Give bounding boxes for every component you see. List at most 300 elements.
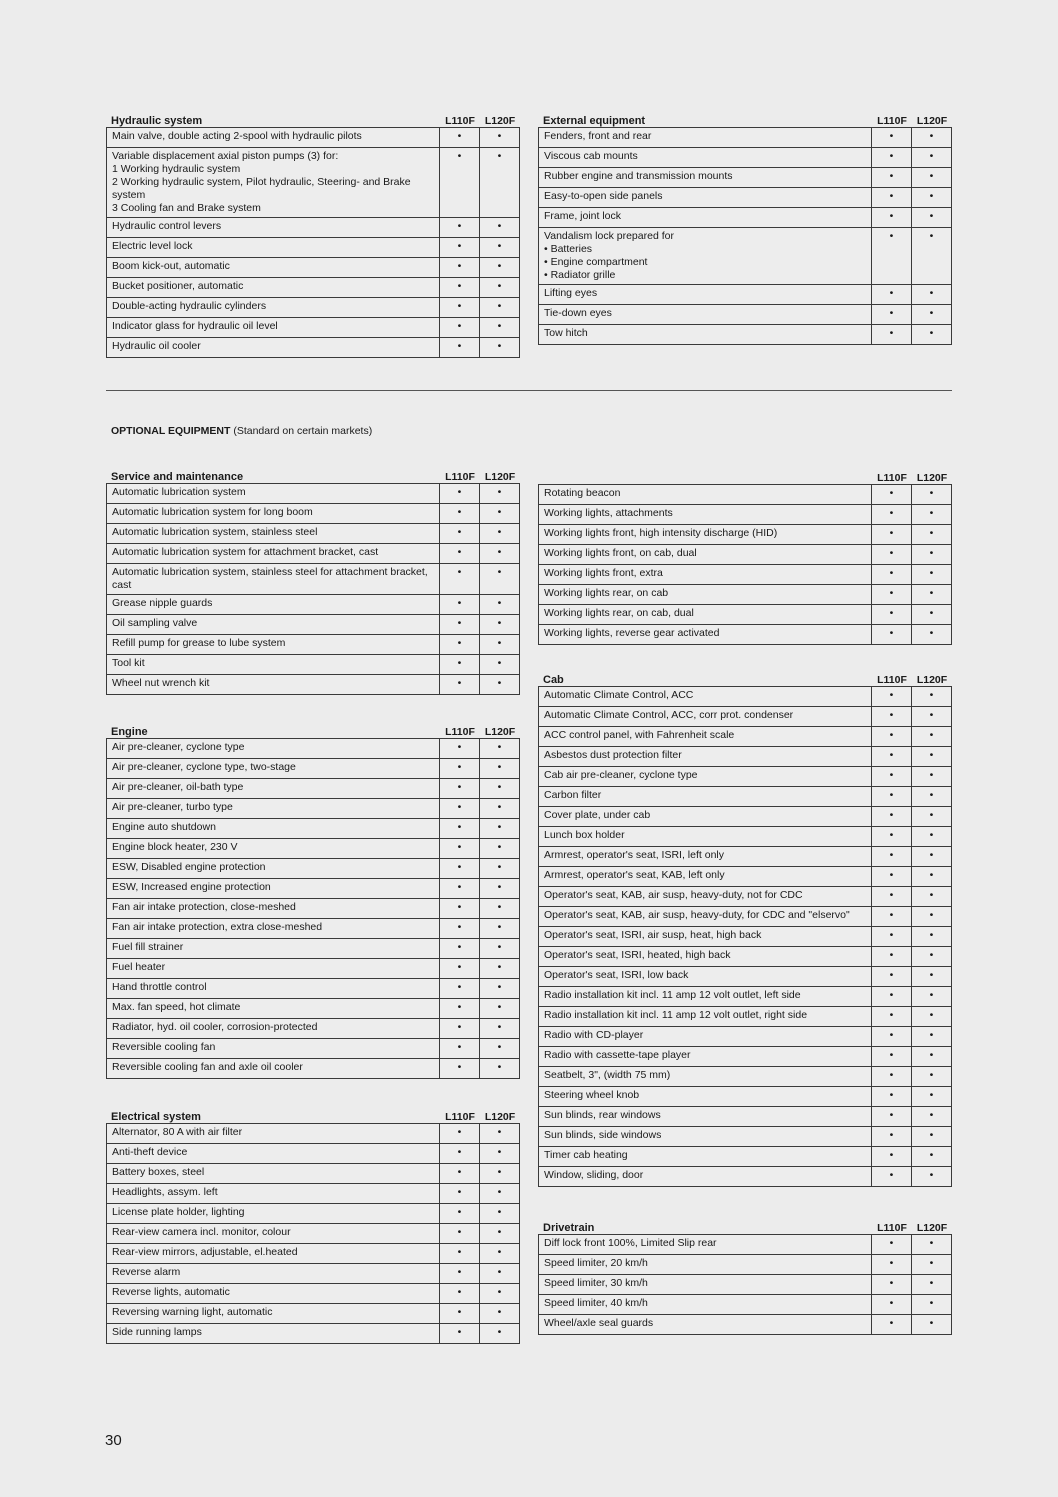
availability-bullet: •: [912, 747, 952, 767]
table-row: [107, 258, 520, 278]
equipment-table: [106, 1123, 520, 1344]
availability-bullet: •: [440, 564, 480, 595]
external-table: [538, 107, 952, 345]
availability-bullet: •: [480, 1039, 520, 1059]
availability-bullet: •: [480, 1284, 520, 1304]
optional-note: (Standard on certain markets): [233, 425, 373, 437]
table-row: [539, 148, 952, 168]
equipment-label: Working lights, reverse gear activated: [539, 625, 872, 645]
availability-bullet: •: [480, 1244, 520, 1264]
equipment-label: Wheel nut wrench kit: [107, 675, 440, 695]
equipment-label: Tool kit: [107, 655, 440, 675]
model-header: L110F: [877, 1222, 907, 1234]
table-row: [107, 128, 520, 148]
availability-bullet: •: [872, 565, 912, 585]
equipment-label: Working lights front, on cab, dual: [539, 545, 872, 565]
availability-bullet: •: [440, 779, 480, 799]
availability-bullet: •: [872, 605, 912, 625]
equipment-label: Operator's seat, ISRI, low back: [539, 967, 872, 987]
availability-bullet: •: [912, 485, 952, 505]
equipment-label: Fuel heater: [107, 959, 440, 979]
availability-bullet: •: [480, 1164, 520, 1184]
table-row: [539, 1167, 952, 1187]
availability-bullet: •: [872, 747, 912, 767]
availability-bullet: •: [872, 1315, 912, 1335]
table-row: [539, 687, 952, 707]
model-header: L120F: [916, 674, 948, 686]
equipment-label: Cover plate, under cab: [539, 807, 872, 827]
availability-bullet: •: [440, 1184, 480, 1204]
equipment-label: Radiator, hyd. oil cooler, corrosion-protected: [107, 1019, 440, 1039]
equipment-label: Alternator, 80 A with air filter: [107, 1124, 440, 1144]
equipment-label: Automatic Climate Control, ACC: [539, 687, 872, 707]
availability-bullet: •: [872, 987, 912, 1007]
table-row: [539, 565, 952, 585]
availability-bullet: •: [440, 839, 480, 859]
availability-bullet: •: [872, 525, 912, 545]
availability-bullet: •: [440, 1144, 480, 1164]
equipment-label: Working lights, attachments: [539, 505, 872, 525]
hydraulic-table: [106, 107, 520, 358]
table-row: [107, 148, 520, 218]
availability-bullet: •: [480, 1144, 520, 1164]
table-row: [539, 208, 952, 228]
equipment-label: Speed limiter, 40 km/h: [539, 1295, 872, 1315]
table-row: [539, 1127, 952, 1147]
availability-bullet: •: [480, 799, 520, 819]
equipment-label: ESW, Disabled engine protection: [107, 859, 440, 879]
availability-bullet: •: [872, 1007, 912, 1027]
availability-bullet: •: [872, 505, 912, 525]
table-row: [539, 1315, 952, 1335]
table-row: [107, 595, 520, 615]
equipment-label: Reverse alarm: [107, 1264, 440, 1284]
equipment-label: Frame, joint lock: [539, 208, 872, 228]
availability-bullet: •: [480, 544, 520, 564]
equipment-label: Variable displacement axial piston pumps (3) for: 1 Working hydraulic system 2 Working hydraulic system, Pilot hydraulic, Steering- and Brake system 3 Cooling fan and Brake system: [107, 148, 440, 218]
availability-bullet: •: [912, 727, 952, 747]
availability-bullet: •: [912, 847, 952, 867]
equipment-label: Cab air pre-cleaner, cyclone type: [539, 767, 872, 787]
equipment-label: Refill pump for grease to lube system: [107, 635, 440, 655]
equipment-label: Air pre-cleaner, turbo type: [107, 799, 440, 819]
availability-bullet: •: [440, 879, 480, 899]
equipment-table: [538, 686, 952, 1187]
table-row: [107, 979, 520, 999]
availability-bullet: •: [440, 1124, 480, 1144]
equipment-label: Seatbelt, 3", (width 75 mm): [539, 1067, 872, 1087]
table-row: [107, 959, 520, 979]
table-title: Cab: [543, 674, 564, 686]
availability-bullet: •: [912, 188, 952, 208]
availability-bullet: •: [872, 707, 912, 727]
availability-bullet: •: [872, 325, 912, 345]
equipment-label: Sun blinds, side windows: [539, 1127, 872, 1147]
equipment-label: Working lights front, high intensity discharge (HID): [539, 525, 872, 545]
availability-bullet: •: [480, 1019, 520, 1039]
availability-bullet: •: [480, 959, 520, 979]
table-row: [539, 1027, 952, 1047]
availability-bullet: •: [912, 687, 952, 707]
availability-bullet: •: [912, 285, 952, 305]
table-row: [107, 544, 520, 564]
table-row: [107, 278, 520, 298]
availability-bullet: •: [440, 635, 480, 655]
availability-bullet: •: [440, 238, 480, 258]
availability-bullet: •: [912, 887, 952, 907]
table-row: [107, 675, 520, 695]
availability-bullet: •: [912, 867, 952, 887]
availability-bullet: •: [480, 298, 520, 318]
table-row: [539, 967, 952, 987]
table-row: [539, 305, 952, 325]
model-header: L120F: [916, 1222, 948, 1234]
availability-bullet: •: [912, 1255, 952, 1275]
table-row: [107, 879, 520, 899]
equipment-label: Automatic Climate Control, ACC, corr prot. condenser: [539, 707, 872, 727]
availability-bullet: •: [872, 585, 912, 605]
table-row: [539, 128, 952, 148]
availability-bullet: •: [872, 827, 912, 847]
table-row: [539, 625, 952, 645]
availability-bullet: •: [480, 238, 520, 258]
equipment-label: Engine block heater, 230 V: [107, 839, 440, 859]
availability-bullet: •: [480, 595, 520, 615]
availability-bullet: •: [912, 707, 952, 727]
table-row: [107, 1144, 520, 1164]
availability-bullet: •: [872, 1047, 912, 1067]
equipment-label: Carbon filter: [539, 787, 872, 807]
equipment-label: Rear-view mirrors, adjustable, el.heated: [107, 1244, 440, 1264]
availability-bullet: •: [440, 504, 480, 524]
equipment-label: Side running lamps: [107, 1324, 440, 1344]
equipment-label: Double-acting hydraulic cylinders: [107, 298, 440, 318]
table-row: [539, 485, 952, 505]
drivetrain-table: [538, 1214, 952, 1335]
availability-bullet: •: [440, 544, 480, 564]
availability-bullet: •: [480, 879, 520, 899]
table-row: [107, 919, 520, 939]
table-row: [107, 839, 520, 859]
table-header: [538, 1214, 952, 1234]
availability-bullet: •: [912, 565, 952, 585]
equipment-label: Fuel fill strainer: [107, 939, 440, 959]
table-row: [539, 1067, 952, 1087]
table-row: [107, 1019, 520, 1039]
model-header: L120F: [484, 1111, 516, 1123]
availability-bullet: •: [872, 947, 912, 967]
availability-bullet: •: [872, 867, 912, 887]
equipment-label: Reversing warning light, automatic: [107, 1304, 440, 1324]
equipment-label: Fan air intake protection, close-meshed: [107, 899, 440, 919]
availability-bullet: •: [912, 1147, 952, 1167]
equipment-label: Rotating beacon: [539, 485, 872, 505]
table-header: [538, 464, 952, 484]
availability-bullet: •: [480, 615, 520, 635]
table-row: [107, 1244, 520, 1264]
table-row: [539, 188, 952, 208]
table-header: [538, 666, 952, 686]
availability-bullet: •: [912, 1167, 952, 1187]
equipment-label: Hydraulic control levers: [107, 218, 440, 238]
availability-bullet: •: [440, 675, 480, 695]
availability-bullet: •: [440, 1204, 480, 1224]
availability-bullet: •: [440, 739, 480, 759]
table-row: [107, 1059, 520, 1079]
table-row: [107, 1304, 520, 1324]
equipment-table: [106, 738, 520, 1079]
availability-bullet: •: [440, 759, 480, 779]
equipment-label: Radio with cassette-tape player: [539, 1047, 872, 1067]
availability-bullet: •: [872, 1167, 912, 1187]
availability-bullet: •: [480, 258, 520, 278]
equipment-label: ACC control panel, with Fahrenheit scale: [539, 727, 872, 747]
table-row: [107, 564, 520, 595]
availability-bullet: •: [480, 1224, 520, 1244]
availability-bullet: •: [440, 338, 480, 358]
availability-bullet: •: [440, 939, 480, 959]
availability-bullet: •: [480, 1304, 520, 1324]
table-row: [107, 238, 520, 258]
availability-bullet: •: [440, 859, 480, 879]
table-row: [539, 807, 952, 827]
table-row: [539, 727, 952, 747]
table-row: [539, 927, 952, 947]
availability-bullet: •: [440, 128, 480, 148]
availability-bullet: •: [440, 484, 480, 504]
availability-bullet: •: [912, 1047, 952, 1067]
availability-bullet: •: [440, 819, 480, 839]
equipment-label: Diff lock front 100%, Limited Slip rear: [539, 1235, 872, 1255]
equipment-label: License plate holder, lighting: [107, 1204, 440, 1224]
table-row: [539, 847, 952, 867]
equipment-label: Window, sliding, door: [539, 1167, 872, 1187]
equipment-table: [106, 483, 520, 695]
equipment-label: Fan air intake protection, extra close-meshed: [107, 919, 440, 939]
table-title: Engine: [111, 726, 148, 738]
model-header: L120F: [916, 115, 948, 127]
availability-bullet: •: [912, 947, 952, 967]
equipment-label: Fenders, front and rear: [539, 128, 872, 148]
availability-bullet: •: [480, 979, 520, 999]
equipment-label: Air pre-cleaner, oil-bath type: [107, 779, 440, 799]
table-row: [107, 1039, 520, 1059]
availability-bullet: •: [440, 1164, 480, 1184]
availability-bullet: •: [912, 228, 952, 285]
service-table: [106, 463, 520, 695]
equipment-label: Rubber engine and transmission mounts: [539, 168, 872, 188]
availability-bullet: •: [440, 1039, 480, 1059]
equipment-label: Electric level lock: [107, 238, 440, 258]
availability-bullet: •: [872, 485, 912, 505]
model-header: L110F: [445, 1111, 475, 1123]
availability-bullet: •: [480, 999, 520, 1019]
table-row: [107, 759, 520, 779]
availability-bullet: •: [480, 1059, 520, 1079]
availability-bullet: •: [440, 1264, 480, 1284]
availability-bullet: •: [912, 827, 952, 847]
availability-bullet: •: [912, 1275, 952, 1295]
table-row: [107, 1224, 520, 1244]
equipment-table: [538, 1234, 952, 1335]
availability-bullet: •: [872, 1107, 912, 1127]
table-row: [539, 987, 952, 1007]
availability-bullet: •: [440, 655, 480, 675]
availability-bullet: •: [440, 1284, 480, 1304]
availability-bullet: •: [480, 839, 520, 859]
table-row: [539, 1107, 952, 1127]
model-header: L110F: [445, 726, 475, 738]
availability-bullet: •: [872, 228, 912, 285]
table-row: [539, 827, 952, 847]
availability-bullet: •: [480, 675, 520, 695]
availability-bullet: •: [440, 959, 480, 979]
equipment-label: Boom kick-out, automatic: [107, 258, 440, 278]
availability-bullet: •: [912, 148, 952, 168]
availability-bullet: •: [912, 305, 952, 325]
availability-bullet: •: [440, 1244, 480, 1264]
availability-bullet: •: [480, 1204, 520, 1224]
model-header: L110F: [877, 115, 907, 127]
table-row: [107, 218, 520, 238]
table-row: [107, 1124, 520, 1144]
equipment-label: Radio installation kit incl. 11 amp 12 volt outlet, right side: [539, 1007, 872, 1027]
table-row: [539, 1007, 952, 1027]
availability-bullet: •: [440, 999, 480, 1019]
equipment-label: Hydraulic oil cooler: [107, 338, 440, 358]
equipment-label: Engine auto shutdown: [107, 819, 440, 839]
availability-bullet: •: [912, 767, 952, 787]
availability-bullet: •: [912, 605, 952, 625]
table-row: [107, 739, 520, 759]
equipment-label: Automatic lubrication system for long boom: [107, 504, 440, 524]
availability-bullet: •: [480, 635, 520, 655]
availability-bullet: •: [872, 148, 912, 168]
equipment-label: Asbestos dust protection filter: [539, 747, 872, 767]
equipment-label: Viscous cab mounts: [539, 148, 872, 168]
availability-bullet: •: [440, 258, 480, 278]
availability-bullet: •: [872, 687, 912, 707]
availability-bullet: •: [912, 525, 952, 545]
equipment-table: [538, 484, 952, 645]
table-row: [539, 1147, 952, 1167]
availability-bullet: •: [440, 595, 480, 615]
availability-bullet: •: [480, 939, 520, 959]
availability-bullet: •: [912, 1295, 952, 1315]
availability-bullet: •: [480, 759, 520, 779]
availability-bullet: •: [440, 318, 480, 338]
availability-bullet: •: [872, 188, 912, 208]
table-row: [539, 1255, 952, 1275]
availability-bullet: •: [480, 318, 520, 338]
model-header: L110F: [877, 674, 907, 686]
model-header: L120F: [484, 471, 516, 483]
equipment-label: Armrest, operator's seat, KAB, left only: [539, 867, 872, 887]
availability-bullet: •: [480, 564, 520, 595]
table-row: [539, 505, 952, 525]
equipment-label: Indicator glass for hydraulic oil level: [107, 318, 440, 338]
table-row: [107, 615, 520, 635]
availability-bullet: •: [912, 1127, 952, 1147]
model-header: L110F: [445, 115, 475, 127]
table-row: [107, 635, 520, 655]
equipment-label: Reversible cooling fan and axle oil cooler: [107, 1059, 440, 1079]
table-row: [107, 298, 520, 318]
availability-bullet: •: [480, 1324, 520, 1344]
table-row: [539, 1235, 952, 1255]
availability-bullet: •: [912, 505, 952, 525]
section-divider: [106, 390, 952, 391]
table-row: [107, 999, 520, 1019]
equipment-label: Working lights rear, on cab: [539, 585, 872, 605]
table-header: [106, 107, 520, 127]
table-row: [107, 1184, 520, 1204]
equipment-label: Working lights rear, on cab, dual: [539, 605, 872, 625]
availability-bullet: •: [912, 1007, 952, 1027]
equipment-label: Speed limiter, 30 km/h: [539, 1275, 872, 1295]
equipment-label: Bucket positioner, automatic: [107, 278, 440, 298]
equipment-label: Steering wheel knob: [539, 1087, 872, 1107]
lights-table: [538, 464, 952, 645]
availability-bullet: •: [480, 148, 520, 218]
availability-bullet: •: [872, 767, 912, 787]
cab-table: [538, 666, 952, 1187]
table-row: [107, 779, 520, 799]
equipment-label: Reverse lights, automatic: [107, 1284, 440, 1304]
table-title: Electrical system: [111, 1111, 201, 1123]
table-row: [539, 767, 952, 787]
table-row: [107, 1164, 520, 1184]
equipment-label: Working lights front, extra: [539, 565, 872, 585]
availability-bullet: •: [440, 1059, 480, 1079]
equipment-label: Automatic lubrication system: [107, 484, 440, 504]
availability-bullet: •: [912, 987, 952, 1007]
availability-bullet: •: [440, 298, 480, 318]
equipment-label: Air pre-cleaner, cyclone type: [107, 739, 440, 759]
availability-bullet: •: [480, 218, 520, 238]
availability-bullet: •: [440, 1324, 480, 1344]
availability-bullet: •: [912, 1315, 952, 1335]
table-row: [539, 325, 952, 345]
availability-bullet: •: [872, 967, 912, 987]
availability-bullet: •: [872, 1235, 912, 1255]
equipment-table: [538, 127, 952, 345]
optional-heading-label: OPTIONAL EQUIPMENT: [111, 425, 231, 437]
table-row: [539, 228, 952, 285]
model-header: L120F: [484, 115, 516, 127]
table-title: Service and maintenance: [111, 471, 244, 483]
equipment-label: Radio with CD-player: [539, 1027, 872, 1047]
table-row: [539, 168, 952, 188]
equipment-label: Hand throttle control: [107, 979, 440, 999]
model-header: L120F: [484, 726, 516, 738]
availability-bullet: •: [480, 919, 520, 939]
table-row: [107, 939, 520, 959]
availability-bullet: •: [912, 128, 952, 148]
equipment-label: Radio installation kit incl. 11 amp 12 volt outlet, left side: [539, 987, 872, 1007]
availability-bullet: •: [872, 787, 912, 807]
table-row: [107, 484, 520, 504]
table-row: [107, 1284, 520, 1304]
table-row: [539, 1047, 952, 1067]
availability-bullet: •: [872, 1027, 912, 1047]
availability-bullet: •: [440, 615, 480, 635]
equipment-label: Automatic lubrication system, stainless steel: [107, 524, 440, 544]
table-row: [539, 887, 952, 907]
equipment-label: Easy-to-open side panels: [539, 188, 872, 208]
table-row: [539, 1295, 952, 1315]
table-title: Hydraulic system: [111, 115, 203, 127]
